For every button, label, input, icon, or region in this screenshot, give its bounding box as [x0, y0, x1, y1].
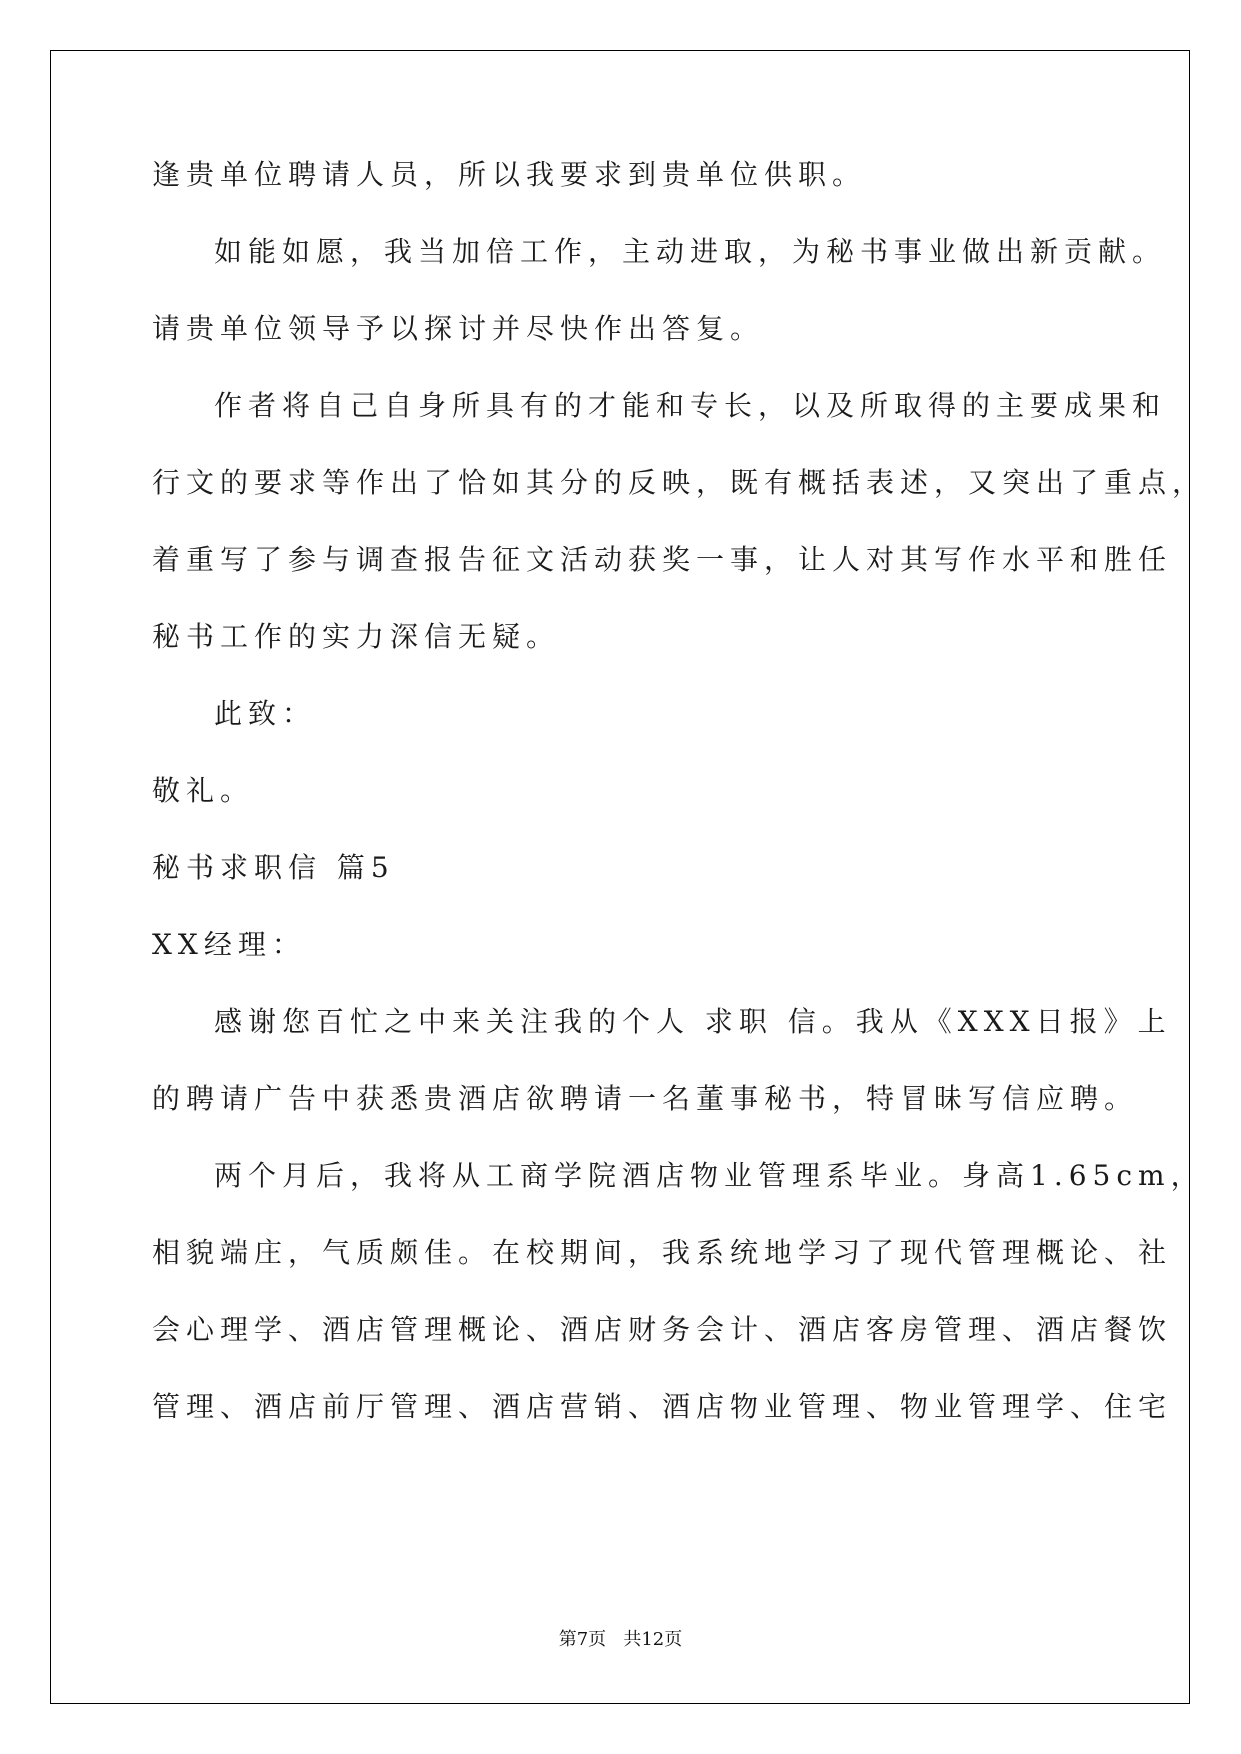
text-line: 会心理学、酒店管理概论、酒店财务会计、酒店客房管理、酒店餐饮 [152, 1313, 1173, 1346]
section-heading: 秘书求职信 篇5 [152, 851, 395, 884]
text-line: 的聘请广告中获悉贵酒店欲聘请一名董事秘书，特冒昧写信应聘。 [152, 1082, 1139, 1115]
text-line: 着重写了参与调查报告征文活动获奖一事，让人对其写作水平和胜任 [152, 543, 1173, 576]
text-line: 秘书工作的实力深信无疑。 [152, 620, 561, 653]
salutation-line: 此致： [214, 697, 317, 730]
recipient-line: XX经理： [152, 928, 306, 961]
page-footer [0, 1628, 1241, 1652]
text-line: 管理、酒店前厅管理、酒店营销、酒店物业管理、物业管理学、住宅 [152, 1390, 1173, 1423]
text-line: 逢贵单位聘请人员，所以我要求到贵单位供职。 [152, 158, 867, 191]
page-number: 第7页 [558, 1629, 607, 1650]
page-total: 共12页 [623, 1629, 683, 1650]
text-line: 相貌端庄，气质颇佳。在校期间，我系统地学习了现代管理概论、社 [152, 1236, 1173, 1269]
text-line: 如能如愿，我当加倍工作，主动进取，为秘书事业做出新贡献。 [214, 235, 1167, 268]
text-line: 两个月后，我将从工商学院酒店物业管理系毕业。身高1.65cm， [214, 1159, 1205, 1192]
text-line: 作者将自己自身所具有的才能和专长，以及所取得的主要成果和 [214, 389, 1167, 422]
text-line: 行文的要求等作出了恰如其分的反映，既有概括表述，又突出了重点， [152, 466, 1207, 499]
text-line: 请贵单位领导予以探讨并尽快作出答复。 [152, 312, 765, 345]
closing-line: 敬礼。 [152, 774, 255, 807]
text-line: 感谢您百忙之中来关注我的个人 求职 信。我从《XXX日报》上 [214, 1005, 1172, 1038]
